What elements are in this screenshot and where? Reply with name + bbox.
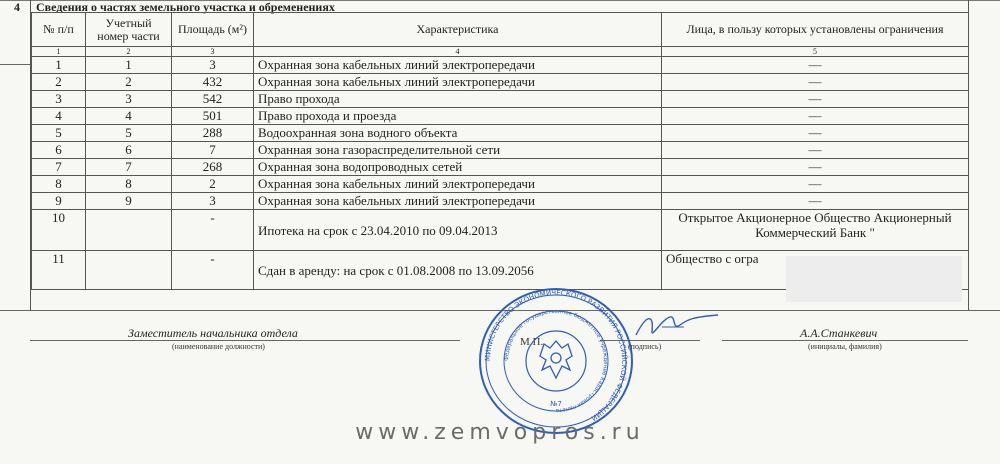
cell-characteristic: Право прохода xyxy=(254,91,662,108)
signer-name: А.А.Станкевич xyxy=(800,326,878,340)
header-persons: Лица, в пользу которых установлены ограничения xyxy=(662,13,969,47)
handwritten-signature xyxy=(632,305,722,345)
cell-part: 8 xyxy=(86,176,172,193)
signer-position: Заместитель начальника отдела xyxy=(128,326,298,340)
cell-part: 6 xyxy=(86,142,172,159)
cell-part: 2 xyxy=(86,74,172,91)
col-index: 1 xyxy=(32,47,86,57)
table-row xyxy=(32,57,969,74)
cell-persons: Общество с огра xyxy=(662,251,969,290)
cell-part: 5 xyxy=(86,125,172,142)
cell-num: 5 xyxy=(32,125,86,142)
col-index: 5 xyxy=(662,47,969,57)
table-row xyxy=(32,210,969,251)
table-row xyxy=(32,142,969,159)
stamp-outer-text: МИНИСТЕРСТВО ЭКОНОМИЧЕСКОГО РАЗВИТИЯ РОССИЙСКОЙ ФЕДЕРАЦИИ xyxy=(483,288,629,423)
cell-characteristic: Водоохранная зона водного объекта xyxy=(254,125,662,142)
name-line xyxy=(722,340,968,341)
table-row xyxy=(32,74,969,91)
cell-characteristic: Сдан в аренду: на срок с 01.08.2008 по 13.09.2056 xyxy=(254,251,662,290)
cell-part: 9 xyxy=(86,193,172,210)
header-num: № п/п xyxy=(32,13,86,47)
cell-part: 4 xyxy=(86,108,172,125)
cell-area: 542 xyxy=(172,91,254,108)
parts-table xyxy=(31,12,969,290)
eagle-emblem-icon xyxy=(540,341,572,378)
cell-num: 7 xyxy=(32,159,86,176)
position-line xyxy=(30,340,460,341)
col-index: 3 xyxy=(172,47,254,57)
cell-characteristic: Охранная зона кабельных линий электропередачи xyxy=(254,193,662,210)
official-stamp xyxy=(476,286,636,436)
cell-num: 4 xyxy=(32,108,86,125)
cell-area: - xyxy=(172,251,254,290)
cell-num: 1 xyxy=(32,57,86,74)
cell-characteristic: Охранная зона водопроводных сетей xyxy=(254,159,662,176)
table-row xyxy=(32,91,969,108)
cell-num: 2 xyxy=(32,74,86,91)
col-index: 4 xyxy=(254,47,662,57)
frame-mid-line xyxy=(0,64,30,65)
cell-area: 3 xyxy=(172,193,254,210)
header-characteristic: Характеристика xyxy=(254,13,662,47)
redaction-block xyxy=(786,256,962,302)
cell-characteristic: Охранная зона кабельных линий электропередачи xyxy=(254,74,662,91)
cell-num: 3 xyxy=(32,91,86,108)
cell-part xyxy=(86,251,172,290)
position-caption: (наименование должности) xyxy=(172,342,265,351)
cell-part: 3 xyxy=(86,91,172,108)
cell-area: 501 xyxy=(172,108,254,125)
cell-persons: — xyxy=(662,74,969,91)
cell-persons: — xyxy=(662,57,969,74)
cell-part: 7 xyxy=(86,159,172,176)
cell-num: 8 xyxy=(32,176,86,193)
cell-area: 268 xyxy=(172,159,254,176)
cell-area: 7 xyxy=(172,142,254,159)
cell-num: 9 xyxy=(32,193,86,210)
watermark-url: www.zemvopros.ru xyxy=(355,420,645,445)
cell-area: 2 xyxy=(172,176,254,193)
table-row xyxy=(32,176,969,193)
cell-characteristic: Охранная зона кабельных линий электропередачи xyxy=(254,176,662,193)
header-area: Площадь (м²) xyxy=(172,13,254,47)
cell-area: 288 xyxy=(172,125,254,142)
cell-part xyxy=(86,210,172,251)
name-caption: (инициалы, фамилия) xyxy=(808,342,882,351)
table-row xyxy=(32,125,969,142)
cell-area: 3 xyxy=(172,57,254,74)
cell-characteristic: Охранная зона кабельных линий электропередачи xyxy=(254,57,662,74)
table-header-row xyxy=(32,13,969,47)
cell-persons: Открытое Акционерное Общество Акционерный Коммерческий Банк " xyxy=(662,210,969,251)
cell-characteristic: Охранная зона газораспределительной сети xyxy=(254,142,662,159)
table-row xyxy=(32,159,969,176)
cell-characteristic: Право прохода и проезда xyxy=(254,108,662,125)
table-row xyxy=(32,108,969,125)
stamp-number: №7 xyxy=(550,400,562,408)
cell-persons: — xyxy=(662,91,969,108)
cell-num: 11 xyxy=(32,251,86,290)
col-index: 2 xyxy=(86,47,172,57)
cell-persons: — xyxy=(662,176,969,193)
cell-persons: — xyxy=(662,125,969,142)
signature-caption: (подпись) xyxy=(628,342,662,351)
cell-area: 432 xyxy=(172,74,254,91)
table-row xyxy=(32,193,969,210)
svg-text:Федеральное государственное бю xyxy=(504,309,608,413)
cell-num: 6 xyxy=(32,142,86,159)
cell-persons: — xyxy=(662,159,969,176)
cell-num: 10 xyxy=(32,210,86,251)
cell-persons: — xyxy=(662,108,969,125)
stamp-place-label: М.П. xyxy=(520,336,544,348)
cell-area: - xyxy=(172,210,254,251)
cell-persons: — xyxy=(662,142,969,159)
header-part: Учетный номер части xyxy=(86,13,172,47)
cell-persons: — xyxy=(662,193,969,210)
cell-characteristic: Ипотека на срок с 23.04.2010 по 09.04.2013 xyxy=(254,210,662,251)
section-title: Сведения о частях земельного участка и обременениях xyxy=(36,0,335,14)
cell-part: 1 xyxy=(86,57,172,74)
stamp-inner-text: Федеральное государственное бюджетное учреждение Кадастровая палата xyxy=(503,308,609,414)
section-number: 4 xyxy=(14,0,20,14)
column-index-row xyxy=(32,47,969,57)
